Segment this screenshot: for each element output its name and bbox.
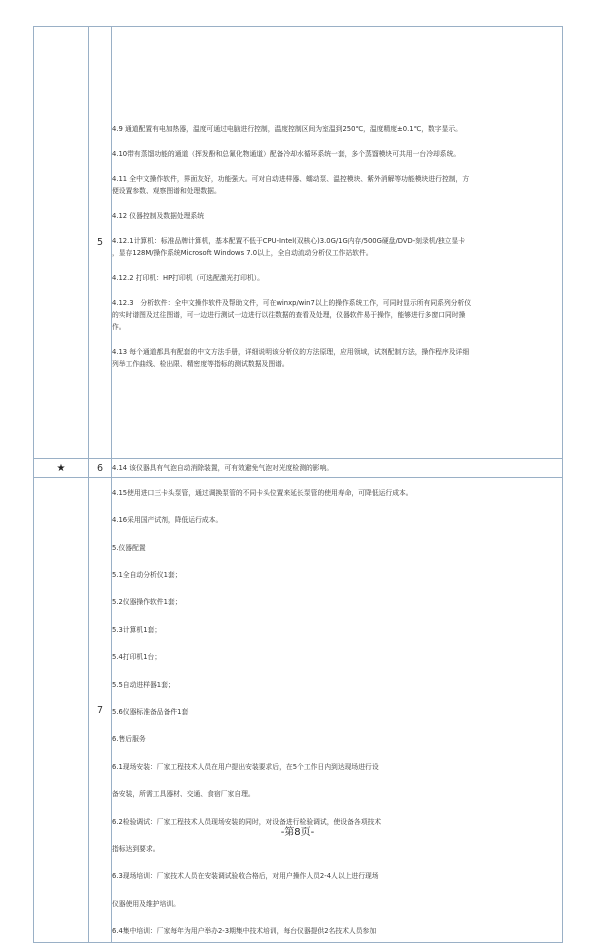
spec-line: 4.9 通道配置有电加热器，温度可通过电脑进行控制，温度控制区间为室温到250℃，温度精度±0.1℃，数字显示。 <box>112 125 462 133</box>
spec-line: 5.4打印机1台； <box>112 653 162 662</box>
spec-text-cell <box>112 459 563 478</box>
spec-line: 5.仪器配置 <box>112 543 146 552</box>
table-row <box>34 27 563 459</box>
spec-line: 4.12.3 分析软件：全中文操作软件及帮助文件，可在winxp/win7以上的操作系统工作，可同时显示所有同系列分析仪 <box>112 299 472 307</box>
spec-line: 的实时谱图及过往图谱，可一边进行测试一边进行以往数据的查看及处理，仪器软件易于操作，能够进行多窗口同时操 <box>112 311 466 319</box>
spec-line: 4.14 该仪器具有气泡自动消除装置，可有效避免气泡对光度检测的影响。 <box>112 464 334 472</box>
spec-line: 6.1现场安装：厂家工程技术人员在用户提出安装要求后，在5个工作日内到达现场进行设 <box>112 762 379 771</box>
spec-line: 4.13 每个通道都具有配套的中文方法手册，详细说明该分析仪的方法原理，应用领域，试剂配制方法，操作程序及详细 <box>112 348 470 356</box>
row-number: 5 <box>89 27 112 459</box>
spec-line: 4.12.1计算机：标准品牌计算机，基本配置不低于CPU-Intel(双核心)3.0G/1G内存/500G硬盘/DVD-刻录机/独立显卡 <box>112 237 466 245</box>
row-number: 6 <box>89 459 112 478</box>
spec-line: 6.售后服务 <box>112 735 146 744</box>
spec-line: 作。 <box>112 323 126 331</box>
spec-line: 4.16采用国产试剂，降低运行成本。 <box>112 516 223 525</box>
spec-line: 6.4集中培训：厂家每年为用户举办2-3期集中技术培训，每台仪器提供2名技术人员参加 <box>112 927 377 936</box>
spec-line: 5.5自动进样器1套； <box>112 680 175 689</box>
row-number: 7 <box>89 478 112 943</box>
spec-line: ，显存128M/操作系统Microsoft Windows 7.0以上，全自动流动分析仪工作站软件。 <box>112 249 373 257</box>
table-row <box>34 459 563 478</box>
spec-line: 6.2检验调试：厂家工程技术人员现场安装的同时，对设备进行检验调试，使设备各项技术 <box>112 817 382 826</box>
spec-line: 4.15使用进口三卡头泵管，通过调换泵管的不同卡头位置来延长泵管的使用寿命，可降低运行成本。 <box>112 488 413 497</box>
spec-line: 4.11 全中文操作软件，界面友好，功能强大。可对自动进样器、蠕动泵、温控模块、紫外消解等功能模块进行控制，方 <box>112 175 470 183</box>
spec-text-cell <box>112 478 563 943</box>
spec-line: 5.1全自动分析仪1套； <box>112 571 182 580</box>
spec-line: 列举工作曲线、检出限、精密度等指标的测试数据及图谱。 <box>112 360 289 368</box>
spec-line: 5.6仪器标准备品备件1套 <box>112 708 189 716</box>
spec-line: 备安装，所需工具器材、交通、食宿厂家自理。 <box>112 790 255 799</box>
spec-line: 5.2仪器操作软件1套； <box>112 598 182 607</box>
mark-cell <box>34 478 89 943</box>
spec-line: 便设置参数、观察图谱和处理数据。 <box>112 187 221 195</box>
spec-line: 5.3计算机1套； <box>112 625 162 634</box>
page-number: -第8页- <box>280 827 315 838</box>
spec-line: 指标达到要求。 <box>112 844 160 853</box>
spec-line: 6.3现场培训：厂家技术人员在安装调试验收合格后，对用户操作人员2-4人以上进行现场 <box>112 872 379 881</box>
table-row <box>34 478 563 943</box>
spec-text-cell <box>112 27 563 459</box>
spec-line: 4.12.2 打印机：HP打印机（可选配激光打印机）。 <box>112 274 264 282</box>
spec-table <box>33 26 563 943</box>
star-mark: ★ <box>34 459 89 478</box>
mark-cell <box>34 27 89 459</box>
spec-line: 4.10带有蒸馏功能的通道（挥发酚和总氰化物通道）配备冷却水循环系统一套，多个蒸馏模块可共用一台冷却系统。 <box>112 150 461 158</box>
spec-line: 仪器使用及维护培训。 <box>112 899 180 908</box>
spec-line: 4.12 仪器控制及数据处理系统 <box>112 212 205 220</box>
